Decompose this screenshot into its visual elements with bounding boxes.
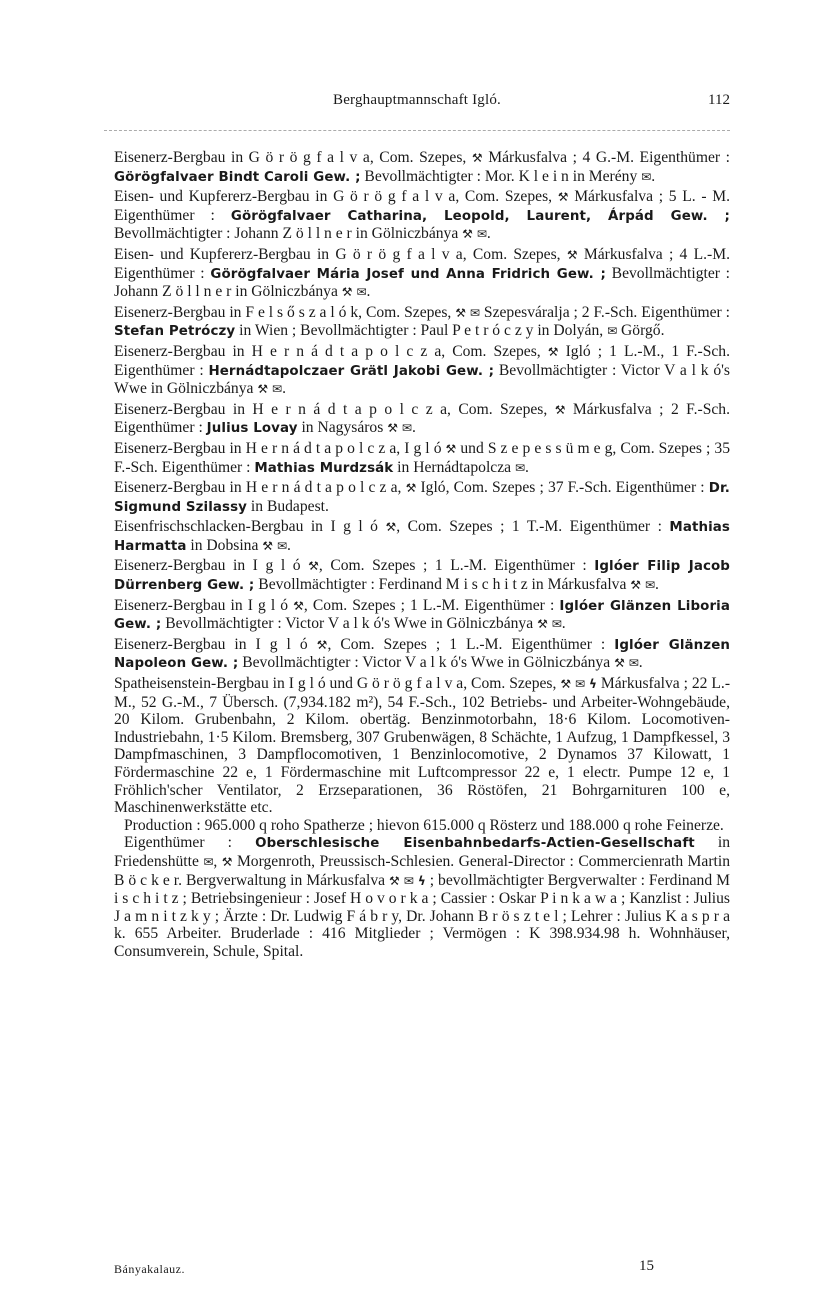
entry-text: Szepesváralja ; 2 F.-Sch. Eigenthümer : <box>479 303 731 321</box>
mine-entry <box>104 149 730 186</box>
post-icon: ✉ <box>401 421 412 436</box>
mining-icon: ⚒ <box>547 344 559 359</box>
owner-name: Julius Lovay <box>206 421 298 437</box>
post-icon: ✉ <box>403 873 414 888</box>
running-header <box>104 92 730 116</box>
mining-icon: ⚒ <box>560 677 572 692</box>
entry-text: Márkusfalva ; 22 L.-M., 52 G.-M., 7 Übersch. (7,934.182 m²), 54 F.-Sch., 102 Betriebs- und Arbeiter-Wohngebäude, 20 Kilom. Grubenbahn, 2 Kilom. obertäg. Benzinmotorbahn, 18·6 Kilom. Locomotiven-Industriebahn, 1·5 Kilom. Bremsberg, 307 Grubenwägen, 8 Schächte, 1 Aufzug, 1 Dampfkessel, 3 Dampfmaschinen, 3 Dampflocomotiven, 1 Benzinlocomotive, 2 Dynamos 37 Kilowatt, 1 Fördermaschine 22 e, 1 Fördermaschine mit Luftcompressor 22 e, 1 electr. Pumpe 12 e, 1 Fröhlich'scher Ventilator, 2 Erzseparationen, 36 Röstöfen, 21 Bohrgarnituren 100 e, Maschinenwerkstätte etc. <box>114 675 731 817</box>
mining-icon: ⚒ <box>455 305 466 320</box>
mine-entry <box>104 440 730 477</box>
entry-subparagraph <box>114 817 730 835</box>
entry-paragraph <box>114 557 730 594</box>
entry-text: in Friedenshütte <box>114 834 730 870</box>
mining-icon: ⚒ <box>405 481 417 496</box>
entry-text: Eisenerz-Bergbau in H e r n á d t a p o l c z a, <box>114 479 406 497</box>
mining-icon: ⚒ <box>389 873 400 888</box>
entry-text: Márkusfalva ; 5 L. - M. Eigenthümer : <box>114 188 730 224</box>
entry-paragraph <box>114 479 730 516</box>
mine-entry <box>104 518 730 555</box>
owner-name: Iglóer Filip Jacob Dürrenberg Gew. ; <box>114 559 730 594</box>
entry-text: Görgő. <box>617 322 665 340</box>
post-icon: ✉ <box>641 169 652 184</box>
entry-text: in Hernádtapolcza <box>393 458 515 476</box>
entry-list <box>104 149 730 961</box>
entry-text: . <box>366 283 371 301</box>
owner-name: Dr. Sigmund Szilassy <box>114 481 730 515</box>
mine-entry <box>104 479 730 516</box>
entry-text: Igló ; 1 L.-M., 1 F.-Sch. Eigenthümer : <box>114 342 730 379</box>
entry-text: und S z e p e s s ü m e g, Com. Szepes ; 35 F.-Sch. Eigenthümer : <box>114 439 730 476</box>
entry-paragraph <box>114 675 730 817</box>
owner-name: Mathias Harmatta <box>114 520 730 554</box>
owner-name: Stefan Petróczy <box>114 324 236 340</box>
entry-text: Eisenfrischschlacken-Bergbau in I g l ó <box>114 518 386 536</box>
mining-icon: ⚒ <box>387 421 398 436</box>
post-icon: ✉ <box>356 285 367 300</box>
mine-entry <box>104 675 730 961</box>
entry-text: Production : 965.000 q roho Spatherze ; hievon 615.000 q Rösterz und 188.000 q rohe Feinerze. <box>124 816 724 834</box>
entry-text: in Budapest. <box>247 497 329 515</box>
post-icon: ✉ <box>628 656 639 671</box>
mining-icon: ⚒ <box>316 637 328 652</box>
owner-name: Hernádtapolczaer Grätl Jakobi Gew. ; <box>208 363 495 379</box>
mining-icon: ⚒ <box>471 151 483 165</box>
mine-entry <box>104 401 730 438</box>
mining-icon: ⚒ <box>462 227 473 242</box>
entry-text: . <box>651 167 656 185</box>
post-icon: ✉ <box>276 538 288 553</box>
mining-icon: ⚒ <box>557 190 569 205</box>
entry-text: Márkusfalva ; 4 G.-M. Eigenthümer : <box>482 149 730 166</box>
entry-text: Eisenerz-Bergbau in G ö r ö g f a l v a, Com. Szepes, <box>114 149 472 166</box>
entry-text: Bevollmächtigter : Johann Z ö l l n e r in Gölniczbánya <box>114 225 463 243</box>
entry-text: . <box>561 615 566 633</box>
entry-text: , <box>213 852 222 870</box>
entry-paragraph <box>114 440 730 477</box>
mining-icon: ⚒ <box>293 598 304 613</box>
mining-icon: ⚒ <box>262 538 274 553</box>
entry-text: Eigenthümer : <box>124 834 256 852</box>
mine-entry <box>104 636 730 673</box>
owner-name: Iglóer Glänzen Liboria Gew. ; <box>114 598 731 633</box>
mining-icon: ⚒ <box>257 382 269 397</box>
entry-text: . <box>411 419 416 437</box>
mine-entry <box>104 246 730 302</box>
entry-text: Eisen- und Kupfererz-Bergbau in G ö r ö g f a l v a, Com. Szepes, <box>114 188 558 206</box>
post-icon: ✉ <box>644 578 656 593</box>
entry-text: . <box>287 536 291 554</box>
mine-entry <box>104 557 730 594</box>
telegraph-icon: ϟ <box>417 873 426 888</box>
entry-text: Bevollmächtigter : Victor V a l k ó's Wwe in Gölniczbánya <box>161 615 538 633</box>
entry-text: Eisenerz-Bergbau in I g l ó <box>114 557 309 575</box>
telegraph-icon: ϟ <box>589 677 597 692</box>
post-icon: ✉ <box>551 617 562 632</box>
entry-text: Bevollmächtigter : Johann Z ö l l n e r in Gölniczbánya <box>114 264 731 301</box>
post-icon: ✉ <box>514 460 526 475</box>
entry-text: Eisenerz-Bergbau in I g l ó <box>114 596 294 614</box>
entry-text: , Com. Szepes ; 1 L.-M. Eigenthümer : <box>327 635 615 653</box>
mine-entry <box>104 304 730 341</box>
entry-paragraph <box>114 246 730 302</box>
entry-paragraph <box>114 518 730 555</box>
owner-name: Iglóer Glänzen Napoleon Gew. ; <box>114 637 731 672</box>
mining-icon: ⚒ <box>221 854 233 869</box>
footer-signature: Bányakalauz. <box>114 1262 185 1276</box>
mining-icon: ⚒ <box>566 247 578 262</box>
entry-text: . <box>486 225 491 243</box>
entry-text: . <box>525 458 529 476</box>
page-title: Berghauptmannschaft Igló. <box>332 92 501 108</box>
entry-text: in Nagysáros <box>297 419 388 437</box>
mining-icon: ⚒ <box>385 520 397 535</box>
entry-text: Bevollmächtigter : Victor V a l k ó's Wwe in Gölniczbánya <box>114 361 730 398</box>
mining-icon: ⚒ <box>537 617 548 632</box>
entry-text: in Dobsina <box>186 536 263 554</box>
mine-entry <box>104 343 730 399</box>
entry-text: Bevollmächtigter : Ferdinand M i s c h i t z in Márkusfalva <box>254 576 631 594</box>
entry-text: Bevollmächtigter : Victor V a l k ó's Wwe in Gölniczbánya <box>238 654 615 672</box>
mining-icon: ⚒ <box>554 402 566 417</box>
post-icon: ✉ <box>272 382 283 397</box>
entry-text: Eisen- und Kupfererz-Bergbau in G ö r ö g f a l v a, Com. Szepes, <box>114 245 567 263</box>
entry-paragraph <box>114 149 730 186</box>
entry-paragraph <box>114 304 730 341</box>
mining-icon: ⚒ <box>630 578 642 593</box>
entry-text: Márkusfalva ; 4 L.-M. Eigenthümer : <box>114 245 730 282</box>
entry-text: , Com. Szepes ; 1 T.-M. Eigenthümer : <box>396 518 670 536</box>
owner-name: Görögfalvaer Mária Josef und Anna Fridrich Gew. ; <box>210 266 606 282</box>
post-icon: ✉ <box>607 324 618 339</box>
entry-text: ; bevollmächtigter Bergverwalter : Ferdinand M i s c h i t z ; Betriebsingenieur : Josef H o v o r k a ; Cassier : Oskar P i n k a w a ; Kanzlist : Julius J a m n i t z k y ; Ärzte : Dr. Ludwig F á b r y, Dr. Johann B r ö s z t e l ; Lehrer : Julius K a s p r a k. 655 Arbeiter. Bruderlade : 416 Mitglieder ; Vermögen : K 398.934.98 h. Wohnhäuser, Consumverein, Schule, Spital. <box>114 871 730 960</box>
header-rule <box>104 130 730 131</box>
entry-text: Igló, Com. Szepes ; 37 F.-Sch. Eigenthümer : <box>416 479 709 497</box>
owner-name: Görögfalvaer Bindt Caroli Gew. ; <box>114 169 361 185</box>
entry-text: Spatheisenstein-Bergbau in I g l ó und G ö r ö g f a l v a, Com. Szepes, <box>114 675 561 693</box>
post-icon: ✉ <box>469 305 480 320</box>
mining-icon: ⚒ <box>308 559 319 574</box>
mining-icon: ⚒ <box>445 441 457 456</box>
entry-text: . <box>638 654 643 672</box>
entry-text: Eisenerz-Bergbau in I g l ó <box>114 635 317 653</box>
mining-icon: ⚒ <box>614 656 625 671</box>
entry-paragraph <box>114 401 730 438</box>
page <box>104 92 730 963</box>
owner-name: Görögfalvaer Catharina, Leopold, Laurent, Árpád Gew. ; <box>230 208 731 224</box>
footer-sheet-number: 15 <box>639 1258 654 1274</box>
mine-entry <box>104 188 730 244</box>
entry-text: . <box>282 380 286 398</box>
entry-text: Márkusfalva ; 2 F.-Sch. Eigenthümer : <box>114 400 730 437</box>
entry-text: in Wien ; Bevollmächtigter : Paul P e t r ó c z y in Dolyán, <box>235 322 608 340</box>
entry-text: Morgenroth, Preussisch-Schlesien. General-Director : Commercienrath Martin B ö c k e r. Bergverwaltung in Márkusfalva <box>114 852 730 889</box>
entry-paragraph <box>114 597 730 634</box>
entry-paragraph <box>114 343 730 399</box>
entry-text: Bevollmächtigter : Mor. K l e i n in Merény <box>360 167 642 185</box>
entry-subparagraph <box>114 834 730 960</box>
entry-text: Eisenerz-Bergbau in H e r n á d t a p o l c z a, Com. Szepes, <box>114 400 555 418</box>
entry-text: . <box>655 576 659 594</box>
entry-text: Eisenerz-Bergbau in F e l s ő s z a l ó k, Com. Szepes, <box>114 303 456 321</box>
owner-name: Mathias Murdzsák <box>254 460 394 476</box>
post-icon: ✉ <box>203 854 214 869</box>
mining-icon: ⚒ <box>341 285 353 300</box>
entry-text: Eisenerz-Bergbau in H e r n á d t a p o l c z a, I g l ó <box>114 439 446 457</box>
post-icon: ✉ <box>476 227 487 242</box>
entry-text: , Com. Szepes ; 1 L.-M. Eigenthümer : <box>303 596 560 614</box>
post-icon: ✉ <box>575 677 586 692</box>
page-number: 112 <box>708 92 730 108</box>
entry-text: Eisenerz-Bergbau in H e r n á d t a p o l c z a, Com. Szepes, <box>114 342 548 360</box>
entry-paragraph <box>114 188 730 244</box>
entry-text: , Com. Szepes ; 1 L.-M. Eigenthümer : <box>318 557 595 575</box>
mine-entry <box>104 597 730 634</box>
entry-paragraph <box>114 636 730 673</box>
owner-name: Oberschlesische Eisenbahnbedarfs-Actien-Gesellschaft <box>255 836 695 852</box>
